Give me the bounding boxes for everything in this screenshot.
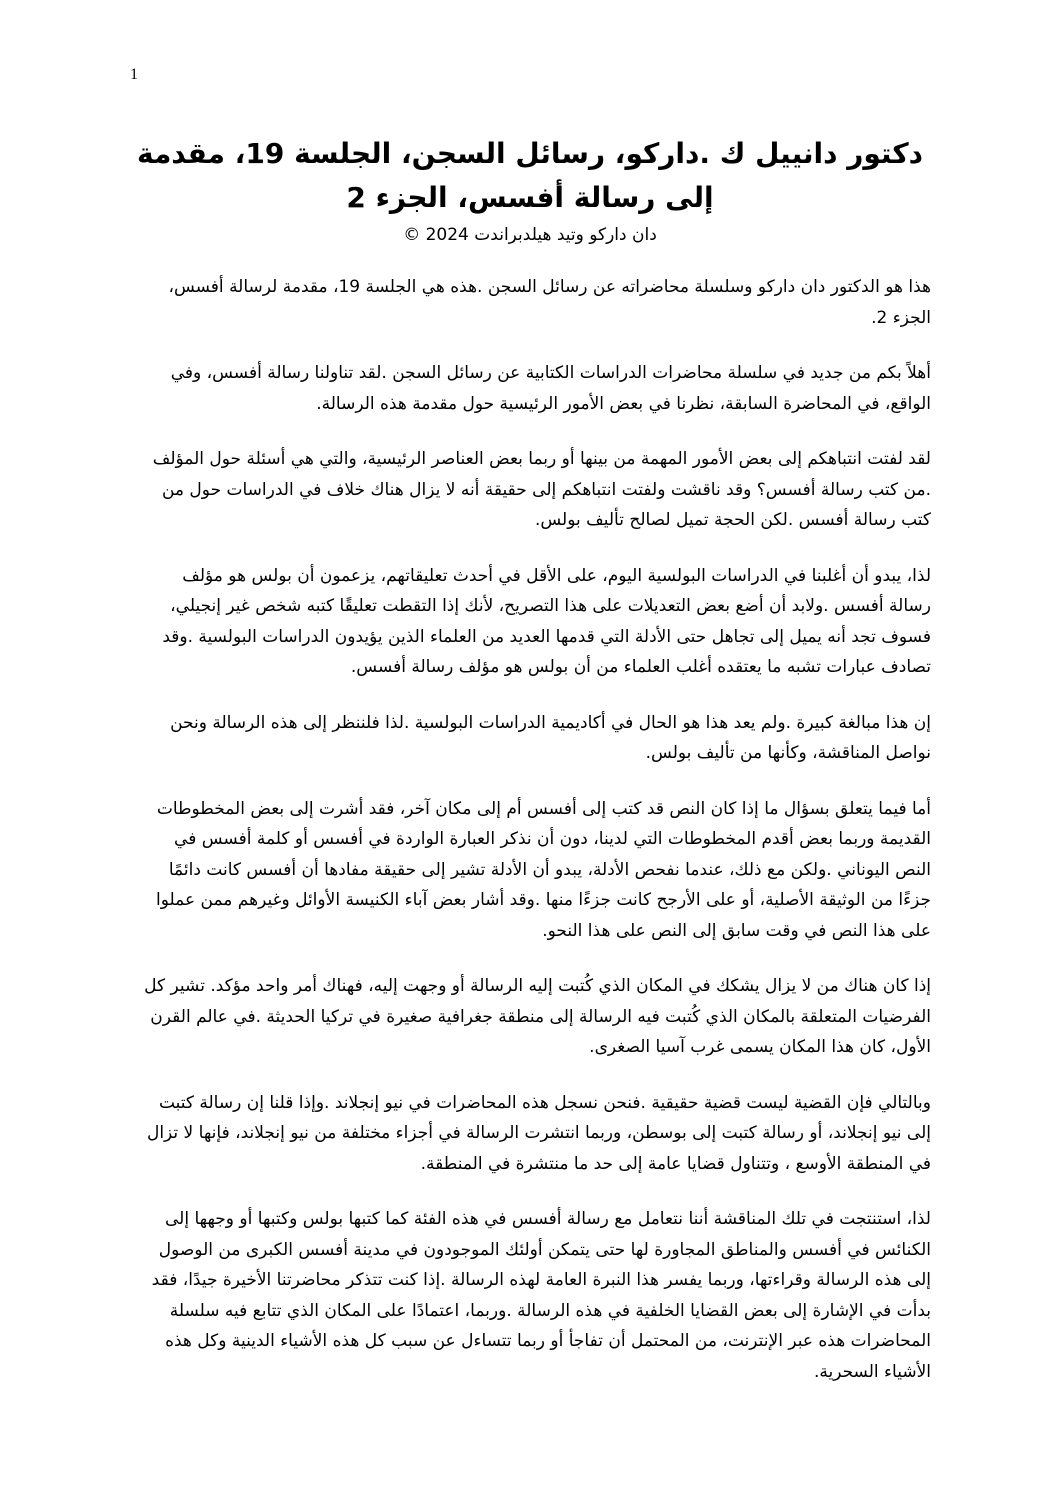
paragraph-authorship-questions: لقد لفتت انتباهكم إلى بعض الأمور المهمة من بينها أو ربما بعض العناصر الرئيسية، والتي هي أسئلة حول المؤلف .من كتب رسالة أفسس؟ وقد ناقشت ولفتت انتباهكم إلى حقيقة أنه لا يزال هناك خلاف في الدراسات حول من كتب رسالة أفسس .لكن الحجة تميل لصالح تأليف بولس. [152,449,931,530]
title-block [130,132,930,248]
paragraph-intro: هذا هو الدكتور دان داركو وسلسلة محاضراته عن رسائل السجن .هذه هي الجلسة 19، مقدمة لرسالة أفسس، الجزء 2. [168,277,931,328]
paragraph-welcome: أهلاً بكم من جديد في سلسلة محاضرات الدراسات الكتابية عن رسائل السجن .لقد تناولنا رسالة أفسس، وفي الواقع، في المحاضرة السابقة، نظرنا في بعض الأمور الرئيسية حول مقدمة هذه الرسالة. [170,363,931,414]
paragraph-conclusion: لذا، استنتجت في تلك المناقشة أننا نتعامل مع رسالة أفسس في هذه الفئة كما كتبها بولس وكتبها أو وجهها إلى الكنائس في أفسس والمناطق المجاورة لها حتى يتمكن أولئك الموجودون في مدينة أفسس الكبرى من الوصول إلى هذه الرسالة وقراءتها، وربما يفسر هذا النبرة العامة لهذه الرسالة .إذا كنت تتذكر محاضرتنا الأخيرة جيدًا، فقد بدأت في الإشارة إلى بعض القضايا الخلفية في هذه الرسالة .وربما، اعتمادًا على المكان الذي تتابع فيه سلسلة المحاضرات هذه عبر الإنترنت، من المحتمل أن تفاجأ أو ربما تتساءل عن سبب كل هذه الأشياء الدينية وكل هذه الأشياء السحرية. [151,1209,931,1382]
paragraph-manuscripts: أما فيما يتعلق بسؤال ما إذا كان النص قد كتب إلى أفسس أم إلى مكان آخر، فقد أشرت إلى بعض المخطوطات القديمة وربما بعض أقدم المخطوطات التي لدينا، دون أن نذكر العبارة الواردة في أفسس أو كلمة أفسس في النص اليوناني .ولكن مع ذلك، عندما نفحص الأدلة، يبدو أن الأدلة تشير إلى حقيقة مفادها أن أفسس كانت دائمًا جزءًا من الوثيقة الأصلية، أو على الأرجح كانت جزءًا منها .وقد أشار بعض آباء الكنيسة الأوائل وغيرهم ممن عملوا على هذا النص في وقت سابق إلى النص على هذا النحو. [156,798,931,941]
page-number: 1 [130,66,138,83]
copyright-line: دان داركو وتيد هيلدبراندت 2024 © [403,225,657,245]
paragraph-destination: إذا كان هناك من لا يزال يشكك في المكان الذي كُتبت إليه الرسالة أو وجهت إليه، فهناك أمر واحد مؤكد. تشير كل الفرضيات المتعلقة بالمكان الذي كُتبت فيه الرسالة إلى منطقة جغرافية صغيرة في تركيا الحديثة .في عالم القرن الأول، كان هذا المكان يسمى غرب آسيا الصغرى. [144,976,931,1057]
document-body [138,272,931,1412]
paragraph-exaggeration: إن هذا مبالغة كبيرة .ولم يعد هذا هو الحال في أكاديمية الدراسات البولسية .لذا فلننظر إلى هذه الرسالة ونحن نواصل المناقشة، وكأنها من تأليف بولس. [170,712,931,763]
paragraph-pauline-scholarship: لذا، يبدو أن أغلبنا في الدراسات البولسية اليوم، على الأقل في أحدث تعليقاتهم، يزعمون أن بولس هو مؤلف رسالة أفسس .ولابد أن أضع بعض التعديلات على هذا التصريح، لأنك إذا التقطت تعليقًا كتبه شخص غير إنجيلي، فسوف تجد أنه يميل إلى تجاهل حتى الأدلة التي قدمها العديد من العلماء الذين يؤيدون الدراسات البولسية .وقد تصادف عبارات تشبه ما يعتقده أغلب العلماء من أن بولس هو مؤلف رسالة أفسس. [162,565,931,677]
paragraph-new-england: وبالتالي فإن القضية ليست قضية حقيقية .فنحن نسجل هذه المحاضرات في نيو إنجلاند .وإذا قلنا إن رسالة كتبت إلى نيو إنجلاند، أو رسالة كتبت إلى بوسطن، وربما انتشرت الرسالة في أجزاء مختلفة من نيو إنجلاند، فإنها لا تزال في المنطقة الأوسع ، وتتناول قضايا عامة إلى حد ما منتشرة في المنطقة. [146,1092,931,1174]
document-title: دكتور دانييل ك .داركو، رسائل السجن، الجلسة 19، مقدمة إلى رسالة أفسس، الجزء 2 [136,137,923,214]
